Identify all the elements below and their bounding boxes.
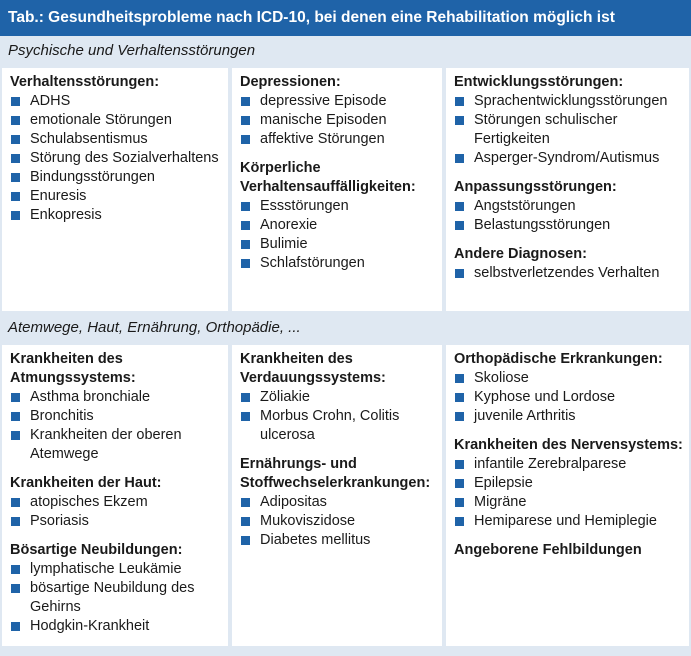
category-title: Krankheiten des Verdauungssystems: bbox=[240, 351, 386, 386]
list-item: juvenile Arthritis bbox=[454, 407, 683, 426]
list-item: Psoriasis bbox=[10, 512, 222, 531]
category-group bbox=[10, 350, 222, 464]
category-group bbox=[454, 245, 683, 283]
category-title: Orthopädische Erkrankungen: bbox=[454, 351, 663, 367]
diagnosis-list bbox=[454, 369, 683, 426]
list-item: Sprachentwicklungsstörungen bbox=[454, 92, 683, 111]
category-group bbox=[10, 474, 222, 531]
category-group bbox=[10, 541, 222, 636]
diagnosis-list bbox=[454, 197, 683, 235]
list-item: affektive Störungen bbox=[240, 130, 436, 149]
list-item: Asthma bronchiale bbox=[10, 388, 222, 407]
diagnosis-list bbox=[10, 493, 222, 531]
category-group bbox=[454, 541, 683, 560]
category-group bbox=[454, 178, 683, 235]
diagnosis-list bbox=[10, 92, 222, 225]
list-item: Bulimie bbox=[240, 235, 436, 254]
category-title: Depressionen: bbox=[240, 74, 341, 90]
list-item: Mukoviszidose bbox=[240, 512, 436, 531]
list-item: infantile Zerebralparese bbox=[454, 455, 683, 474]
category-group bbox=[10, 73, 222, 225]
list-item: Schlafstörungen bbox=[240, 254, 436, 273]
list-item: Essstörungen bbox=[240, 197, 436, 216]
category-title: Andere Diagnosen: bbox=[454, 246, 587, 262]
list-item: Skoliose bbox=[454, 369, 683, 388]
list-item: Bronchitis bbox=[10, 407, 222, 426]
list-item: Störung des Sozialverhaltens bbox=[10, 149, 222, 168]
list-item: Hodgkin-Krankheit bbox=[10, 617, 222, 636]
list-item: Schulabsentismus bbox=[10, 130, 222, 149]
list-item: selbstverletzendes Verhalten bbox=[454, 264, 683, 283]
list-item: bösartige Neubildung des Gehirns bbox=[10, 579, 222, 617]
diagnosis-list bbox=[454, 455, 683, 531]
category-title: Körperliche Verhaltensauffälligkeiten: bbox=[240, 160, 416, 195]
list-item: Angststörungen bbox=[454, 197, 683, 216]
list-item: Bindungsstörungen bbox=[10, 168, 222, 187]
table-title: Tab.: Gesundheitsprobleme nach ICD-10, bei denen eine Rehabilitation möglich ist bbox=[0, 0, 691, 36]
list-item: Migräne bbox=[454, 493, 683, 512]
category-group bbox=[454, 350, 683, 426]
list-item: Hemiparese und Hemiplegie bbox=[454, 512, 683, 531]
cell-atmungssystem bbox=[2, 345, 228, 646]
diagnosis-list bbox=[454, 264, 683, 283]
list-item: Kyphose und Lordose bbox=[454, 388, 683, 407]
list-item: Belastungsstörungen bbox=[454, 216, 683, 235]
cell-orthopaedie bbox=[446, 345, 689, 646]
category-title: Krankheiten der Haut: bbox=[10, 475, 162, 491]
list-item: depressive Episode bbox=[240, 92, 436, 111]
cell-depressionen bbox=[232, 68, 442, 311]
category-group bbox=[240, 455, 436, 550]
list-item: atopisches Ekzem bbox=[10, 493, 222, 512]
category-group bbox=[240, 350, 436, 445]
list-item: Adipositas bbox=[240, 493, 436, 512]
diagnosis-list bbox=[10, 560, 222, 636]
list-item: Störungen schulischer Fertigkeiten bbox=[454, 111, 683, 149]
category-title: Bösartige Neubildungen: bbox=[10, 542, 183, 558]
category-group bbox=[240, 73, 436, 149]
list-item: manische Episoden bbox=[240, 111, 436, 130]
list-item: ADHS bbox=[10, 92, 222, 111]
diagnosis-list bbox=[454, 92, 683, 168]
category-group bbox=[454, 73, 683, 168]
list-item: Asperger-Syndrom/Autismus bbox=[454, 149, 683, 168]
category-title: Anpassungsstörungen: bbox=[454, 179, 617, 195]
list-item: Krankheiten der oberen Atemwege bbox=[10, 426, 222, 464]
list-item: lymphatische Leukämie bbox=[10, 560, 222, 579]
category-title: Verhaltensstörungen: bbox=[10, 74, 160, 90]
section-header-atemwege: Atemwege, Haut, Ernährung, Orthopädie, ... bbox=[0, 313, 691, 343]
list-item: Zöliakie bbox=[240, 388, 436, 407]
diagnosis-list bbox=[240, 493, 436, 550]
diagnosis-list bbox=[240, 197, 436, 273]
category-group bbox=[454, 436, 683, 531]
list-item: Morbus Crohn, Colitis ulcerosa bbox=[240, 407, 436, 445]
diagnosis-list bbox=[240, 388, 436, 445]
list-item: Epilepsie bbox=[454, 474, 683, 493]
cell-entwicklungsstoerungen bbox=[446, 68, 689, 311]
category-title: Krankheiten des Nervensystems: bbox=[454, 437, 683, 453]
list-item: Enuresis bbox=[10, 187, 222, 206]
category-title: Krankheiten des Atmungssystems: bbox=[10, 351, 136, 386]
cell-verhaltensstoerungen bbox=[2, 68, 228, 311]
diagnosis-list bbox=[10, 388, 222, 464]
category-title: Entwicklungsstörungen: bbox=[454, 74, 624, 90]
category-title: Angeborene Fehlbildungen bbox=[454, 542, 642, 558]
category-group bbox=[240, 159, 436, 273]
diagnosis-list bbox=[240, 92, 436, 149]
list-item: Anorexie bbox=[240, 216, 436, 235]
category-title: Ernährungs- und Stoffwechselerkrankungen: bbox=[240, 456, 431, 491]
section-header-psychische: Psychische und Verhaltensstörungen bbox=[0, 36, 691, 66]
cell-verdauungssystem bbox=[232, 345, 442, 646]
list-item: emotionale Störungen bbox=[10, 111, 222, 130]
list-item: Diabetes mellitus bbox=[240, 531, 436, 550]
list-item: Enkopresis bbox=[10, 206, 222, 225]
